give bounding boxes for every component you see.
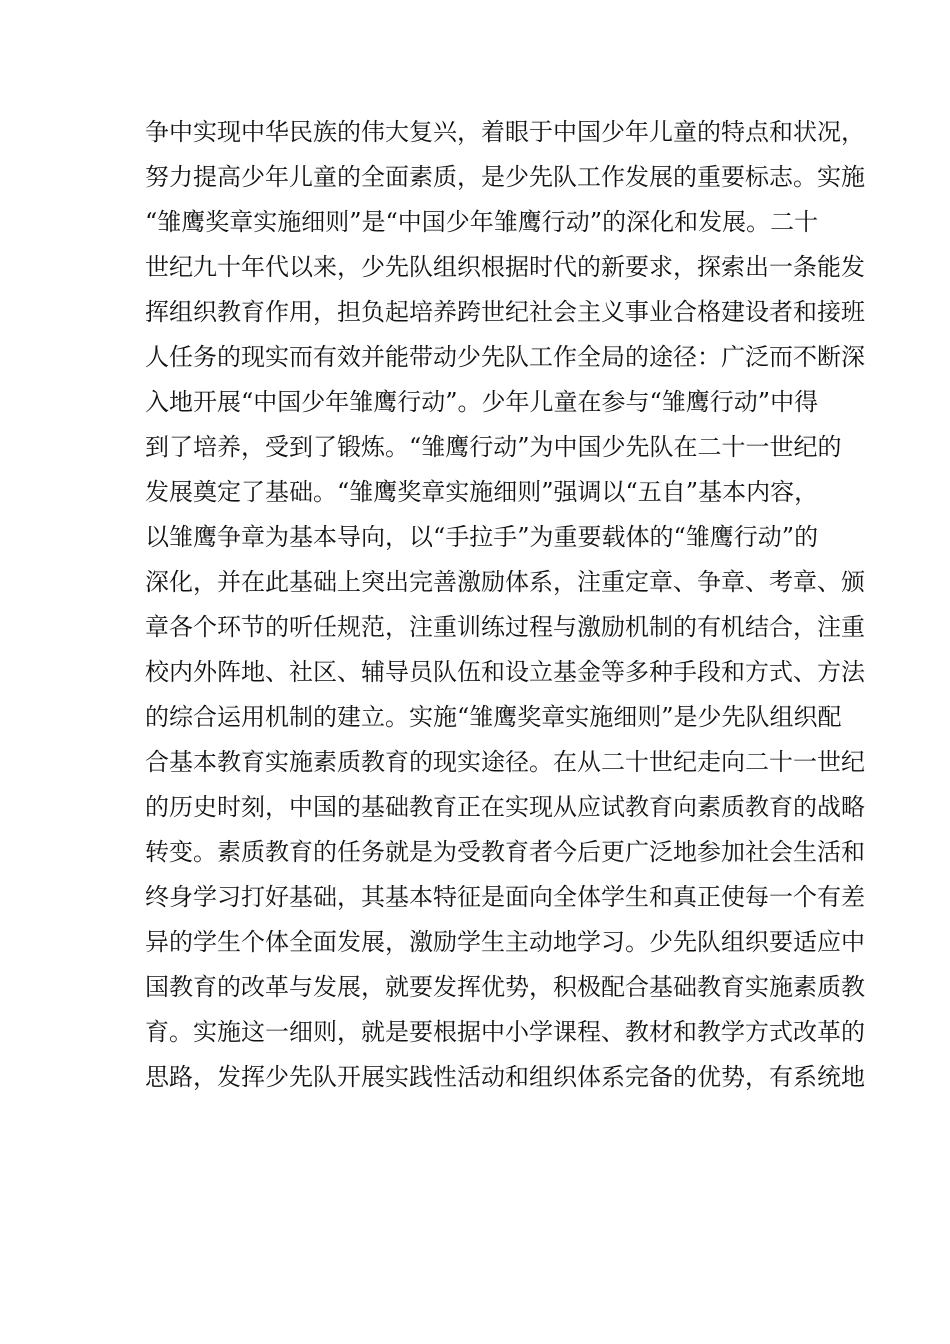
text-line: “雏鹰奖章实施细则”是“中国少年雏鹰行动”的深化和发展。二十 [145, 208, 819, 236]
text-line: 争中实现中华民族的伟大复兴，着眼于中国少年儿童的特点和状况， [145, 118, 865, 146]
body-paragraph [145, 110, 865, 1100]
text-line: 深化，并在此基础上突出完善激励体系，注重定章、争章、考章、颁 [145, 568, 865, 596]
text-line: 的综合运用机制的建立。实施“雏鹰奖章实施细则”是少先队组织配 [145, 703, 842, 731]
text-line: 章各个环节的听任规范，注重训练过程与激励机制的有机结合，注重 [145, 613, 865, 641]
text-line: 发展奠定了基础。“雏鹰奖章实施细则”强调以“五自”基本内容， [145, 478, 819, 506]
text-line: 校内外阵地、社区、辅导员队伍和设立基金等多种手段和方式、方法 [145, 658, 865, 686]
text-line: 育。实施这一细则，就是要根据中小学课程、教材和教学方式改革的 [145, 1018, 865, 1046]
text-line: 的历史时刻，中国的基础教育正在实现从应试教育向素质教育的战略 [145, 793, 865, 821]
text-line: 人任务的现实而有效并能带动少先队工作全局的途径：广泛而不断深 [145, 343, 865, 371]
text-line: 以雏鹰争章为基本导向，以“手拉手”为重要载体的“雏鹰行动”的 [145, 523, 819, 551]
text-line: 挥组织教育作用，担负起培养跨世纪社会主义事业合格建设者和接班 [145, 298, 865, 326]
text-line: 努力提高少年儿童的全面素质，是少先队工作发展的重要标志。实施 [145, 163, 865, 191]
text-line: 转变。素质教育的任务就是为受教育者今后更广泛地参加社会生活和 [145, 838, 865, 866]
text-line: 世纪九十年代以来，少先队组织根据时代的新要求，探索出一条能发 [145, 253, 865, 281]
text-line: 入地开展“中国少年雏鹰行动”。少年儿童在参与“雏鹰行动”中得 [145, 388, 819, 416]
text-line: 思路，发挥少先队开展实践性活动和组织体系完备的优势，有系统地 [145, 1063, 865, 1091]
text-line: 终身学习打好基础，其基本特征是面向全体学生和真正使每一个有差 [145, 883, 865, 911]
text-line: 合基本教育实施素质教育的现实途径。在从二十世纪走向二十一世纪 [145, 748, 865, 776]
text-line: 异的学生个体全面发展，激励学生主动地学习。少先队组织要适应中 [145, 928, 865, 956]
text-line: 到了培养，受到了锻炼。“雏鹰行动”为中国少先队在二十一世纪的 [145, 433, 842, 461]
text-line: 国教育的改革与发展，就要发挥优势，积极配合基础教育实施素质教 [145, 973, 865, 1001]
